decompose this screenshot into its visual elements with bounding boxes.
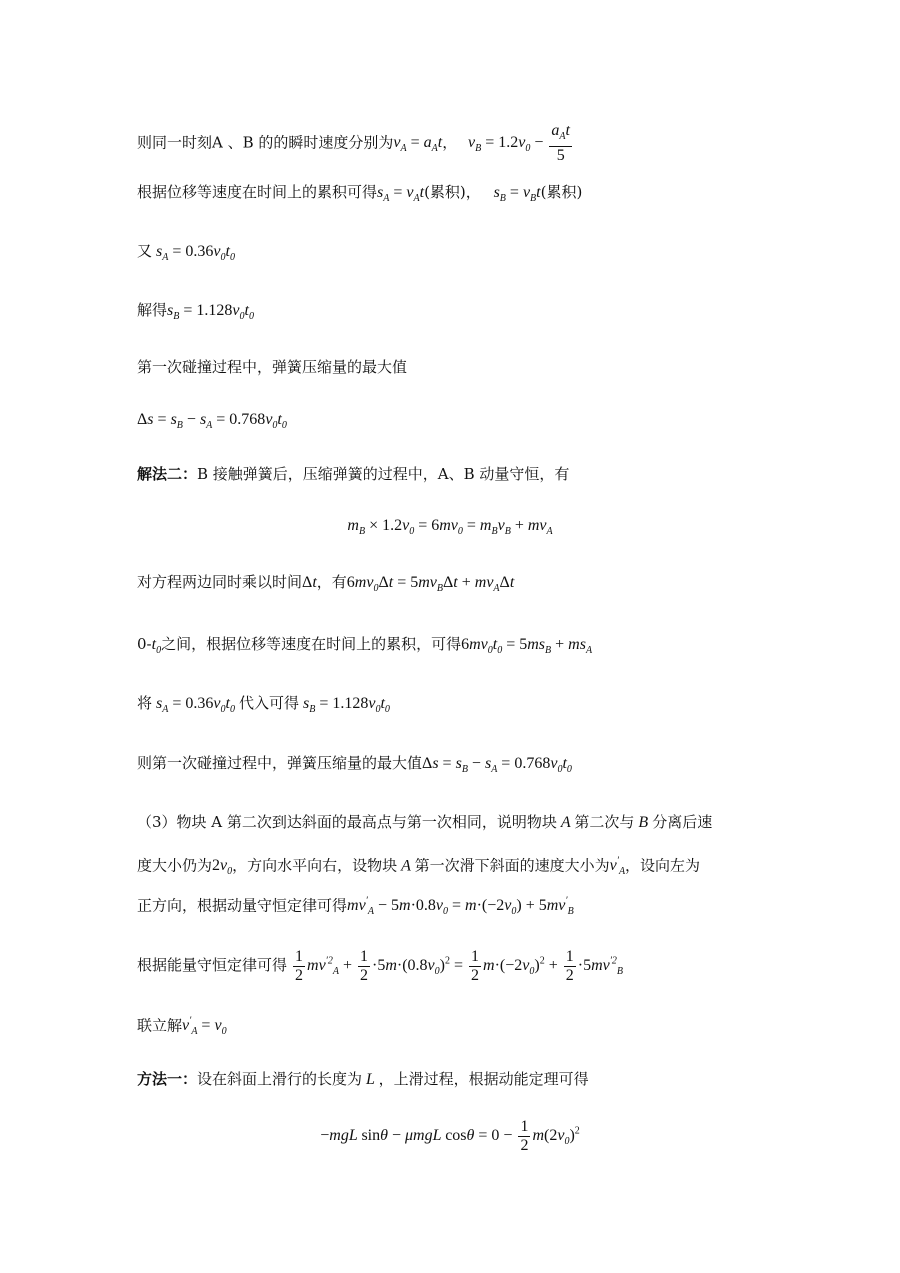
line-max-compression-heading: [137, 356, 407, 378]
line-part3-speed: [137, 851, 700, 884]
line-max-compression-result: [137, 752, 572, 781]
symbol-a: A: [556, 814, 575, 831]
formula-momentum: $m_B \times 1.2v_0 = 6mv_0 = m_Bv_B + mv_A$: [347, 517, 553, 538]
line-text: 又: [137, 242, 153, 260]
formula-2v0: $2v_0$: [212, 857, 233, 878]
line-text: 度大小仍为: [137, 856, 213, 875]
fraction-half: $\frac{1}{2}$: [520, 1118, 529, 1154]
formula-sb-value: $s_B = 1.128v_0t_0$: [167, 302, 254, 323]
line-text: (累积): [540, 183, 583, 201]
line-text: 设在斜面上滑行的长度为: [197, 1070, 363, 1088]
line-velocity-definition: 则同一时刻A 、B 的的瞬时速度分别为$v_A = a_At$， $v_B = 1.2v_0$ − $\frac{a_At}{5}$: [137, 122, 574, 165]
formula-displacement-relation: $6mv_0t_0 = 5ms_B + ms_A$: [461, 636, 593, 657]
line-text: 根据能量守恒定律可得: [137, 956, 288, 975]
line-delta-s: [137, 408, 287, 437]
line-text: 联立解: [137, 1016, 183, 1035]
line-text: 代入可得: [238, 694, 299, 712]
line-text: ，上滑过程，根据动能定理可得: [378, 1070, 589, 1088]
line-text: ，有: [316, 573, 347, 591]
line-solve-va: [137, 1011, 227, 1044]
line-text: 对方程两边同时乘以时间: [137, 573, 303, 591]
line-text: 分离后速: [652, 813, 713, 831]
line-momentum-equation: [0, 514, 900, 543]
fraction-half: $\frac{1}{2}$: [471, 948, 480, 984]
line-text: (累积)，: [424, 183, 481, 201]
line-text: ，设向左为: [625, 856, 701, 875]
line-substitute: [137, 692, 390, 721]
line-sa-value: [137, 240, 235, 269]
line-text: 第一次碰撞过程中，弹簧压缩量的最大值: [137, 358, 408, 376]
line-text: ，方向水平向右，设物块: [232, 856, 398, 875]
formula-va-prime-result: $v'_A = v_0$: [182, 1016, 227, 1038]
line-text: （3）物块 A 第二次到达斜面的最高点与第一次相同，说明物块: [137, 813, 557, 831]
symbol-a: A: [397, 857, 415, 875]
line-text: 0-: [137, 635, 152, 653]
method-one-label: 方法一：: [137, 1070, 198, 1088]
formula-sa: $s_A = v_At$: [377, 184, 425, 205]
line-text: 正方向，根据动量守恒定律可得: [137, 896, 348, 915]
method-two-label: 解法二：: [137, 465, 198, 483]
line-multiply-dt: [137, 571, 514, 600]
line-text: 解得: [137, 301, 168, 319]
line-method-one: [137, 1068, 589, 1091]
fraction-aat-over-5: $\frac{a_At}{5}$: [551, 122, 570, 165]
line-text: 第一次滑下斜面的速度大小为: [414, 856, 610, 875]
formula-va-prime: $v'_A$: [609, 856, 626, 878]
formula-sb-sub: $s_B = 1.128v_0t_0$: [298, 695, 390, 716]
line-text: 将: [137, 694, 153, 712]
line-text: 则同一时刻A 、B 的的瞬时速度分别为: [137, 133, 394, 152]
formula-dt: Δt: [302, 574, 317, 591]
formula-delta-s: $\Delta s = s_B - s_A = 0.768v_0t_0$: [137, 411, 287, 432]
line-part3-intro: [137, 811, 712, 834]
line-energy-conservation: [137, 948, 623, 985]
formula-momentum-conservation: $mv'_A - 5m\cdot 0.8v_0 = m\cdot(-2v_0) + 5mv'_B$: [347, 896, 574, 918]
fraction-half: $\frac{1}{2}$: [565, 948, 574, 984]
symbol-b: B: [634, 814, 653, 831]
formula-momentum-dt: $6mv_0\Delta t = 5mv_B\Delta t + mv_A\Delta t$: [346, 574, 515, 595]
formula-work-energy: −mgL sinθ − μmgL cosθ = 0 − $\frac{1}{2}$ $m(2v_0)^2$: [320, 1118, 580, 1154]
formula-energy-conservation: $\frac{1}{2}$ $mv^{'2}_A$ + $\frac{1}{2}$ $\cdot 5m\cdot(0.8v_0)^2$ = $\frac{1}{2}$ $m\cdot(-2v_0)^2$ + $\frac{1}{2}$ $\cdot 5mv^{'2}_B$: [295, 948, 624, 984]
fraction-half: $\frac{1}{2}$: [295, 948, 304, 984]
line-momentum-conservation: [137, 891, 574, 924]
formula-sb: $s_B = v_Bt$: [493, 184, 541, 205]
formula-sa-sub: $s_A = 0.36v_0t_0$: [152, 695, 235, 716]
fraction-half: $\frac{1}{2}$: [360, 948, 368, 984]
line-work-energy: [0, 1118, 900, 1155]
line-text: 则第一次碰撞过程中，弹簧压缩量的最大值: [137, 754, 423, 772]
line-text: B 接触弹簧后，压缩弹簧的过程中，A、B 动量守恒，有: [197, 465, 570, 483]
line-displacement-accumulation: [137, 181, 582, 210]
line-text: 之间，根据位移等速度在时间上的累积，可得: [161, 635, 462, 653]
formula-vb: $v_B = 1.2v_0$ − $\frac{a_At}{5}$: [468, 122, 570, 165]
formula-t0: $t_0$: [151, 636, 162, 657]
line-sb-result: [137, 299, 254, 328]
symbol-l: L: [362, 1071, 379, 1088]
formula-delta-s-result: $\Delta s = s_B - s_A = 0.768v_0t_0$: [422, 755, 572, 776]
formula-sa-value: $s_A = 0.36v_0t_0$: [152, 243, 235, 264]
formula-va: $v_A = a_At$: [393, 134, 443, 155]
line-accumulation-interval: [137, 633, 592, 662]
line-text: 第二次与: [574, 813, 635, 831]
line-method-two: [137, 463, 569, 485]
line-text: 根据位移等速度在时间上的累积可得: [137, 183, 378, 201]
